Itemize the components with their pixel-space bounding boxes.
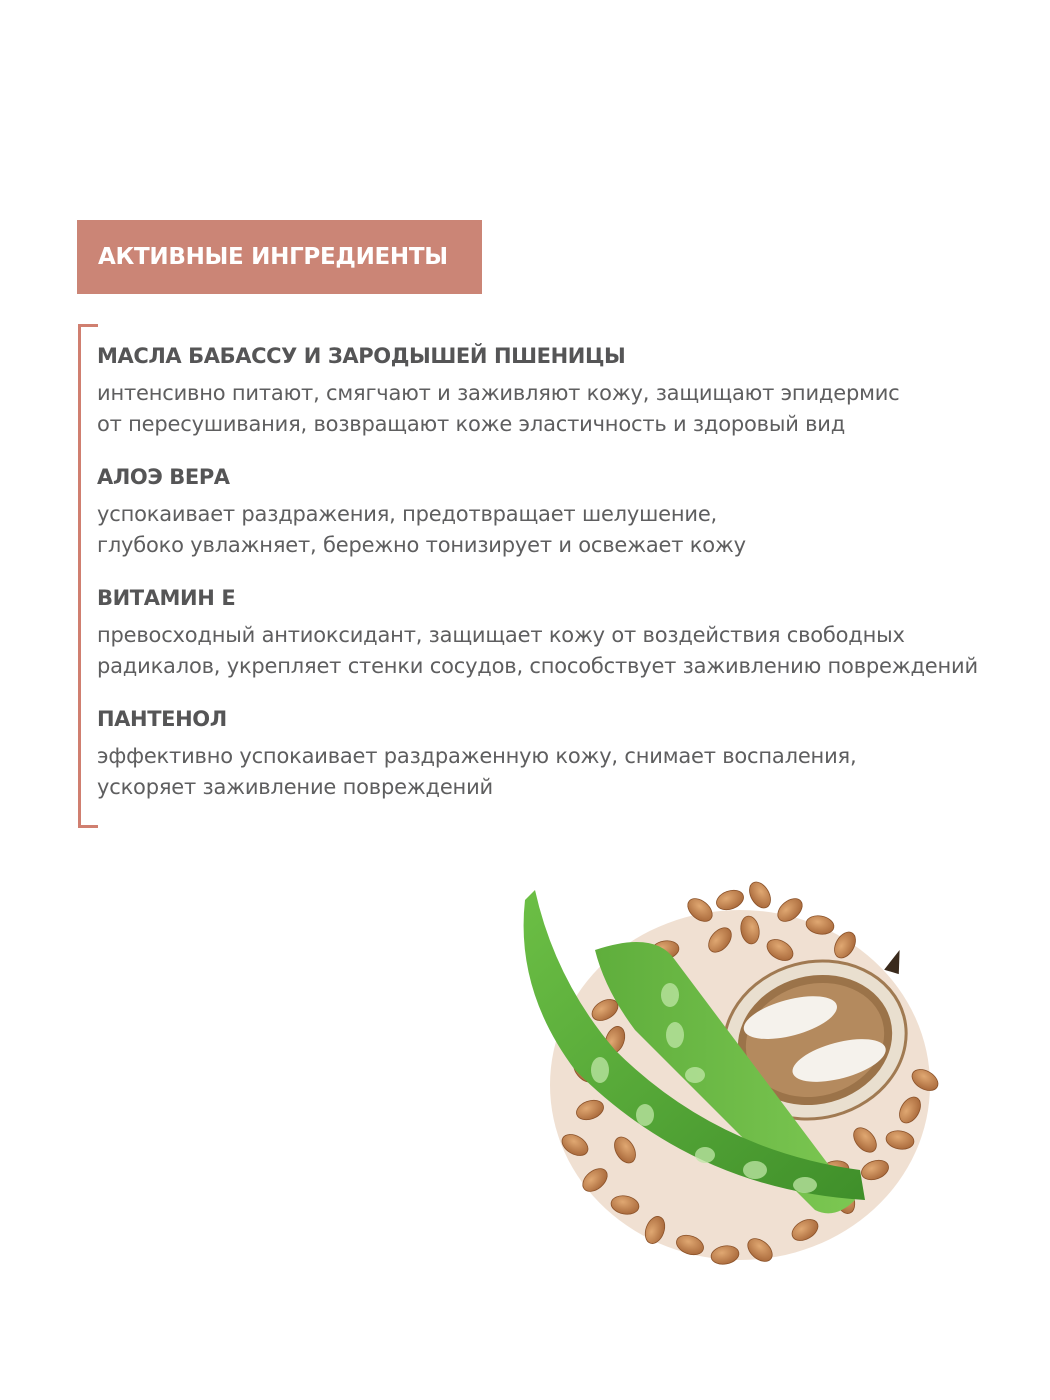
description-line: превосходный антиоксидант, защищает кожу от воздействия свободных bbox=[97, 623, 905, 647]
ingredients-list bbox=[97, 342, 1037, 826]
ingredient-description bbox=[97, 620, 1037, 682]
description-line: интенсивно питают, смягчают и заживляют кожу, защищают эпидермис bbox=[97, 381, 900, 405]
description-line: глубоко увлажняет, бережно тонизирует и освежает кожу bbox=[97, 533, 746, 557]
description-line: эффективно успокаивает раздраженную кожу, снимает воспаления, bbox=[97, 744, 857, 768]
bracket-divider bbox=[78, 324, 98, 828]
aloe-wheat-babassu-icon bbox=[515, 870, 955, 1270]
description-line: от пересушивания, возвращают коже эластичность и здоровый вид bbox=[97, 412, 846, 436]
description-line: успокаивает раздражения, предотвращает шелушение, bbox=[97, 502, 718, 526]
ingredient-item-babassu bbox=[97, 342, 1037, 440]
ingredient-description bbox=[97, 741, 1037, 803]
ingredient-title: МАСЛА БАБАССУ И ЗАРОДЫШЕЙ ПШЕНИЦЫ bbox=[97, 344, 626, 368]
description-line: ускоряет заживление повреждений bbox=[97, 775, 493, 799]
ingredient-item-panthenol bbox=[97, 705, 1037, 803]
section-title: АКТИВНЫЕ ИНГРЕДИЕНТЫ bbox=[98, 244, 448, 270]
ingredient-description bbox=[97, 378, 1037, 440]
ingredients-illustration bbox=[515, 870, 955, 1270]
description-line: радикалов, укрепляет стенки сосудов, способствует заживлению повреждений bbox=[97, 654, 978, 678]
ingredient-item-aloe bbox=[97, 463, 1037, 561]
ingredient-description bbox=[97, 499, 1037, 561]
ingredient-item-vitamin-e bbox=[97, 584, 1037, 682]
section-title-badge bbox=[77, 220, 482, 294]
ingredient-title: ВИТАМИН Е bbox=[97, 586, 236, 610]
ingredient-title: АЛОЭ ВЕРА bbox=[97, 465, 230, 489]
ingredient-title: ПАНТЕНОЛ bbox=[97, 707, 227, 731]
